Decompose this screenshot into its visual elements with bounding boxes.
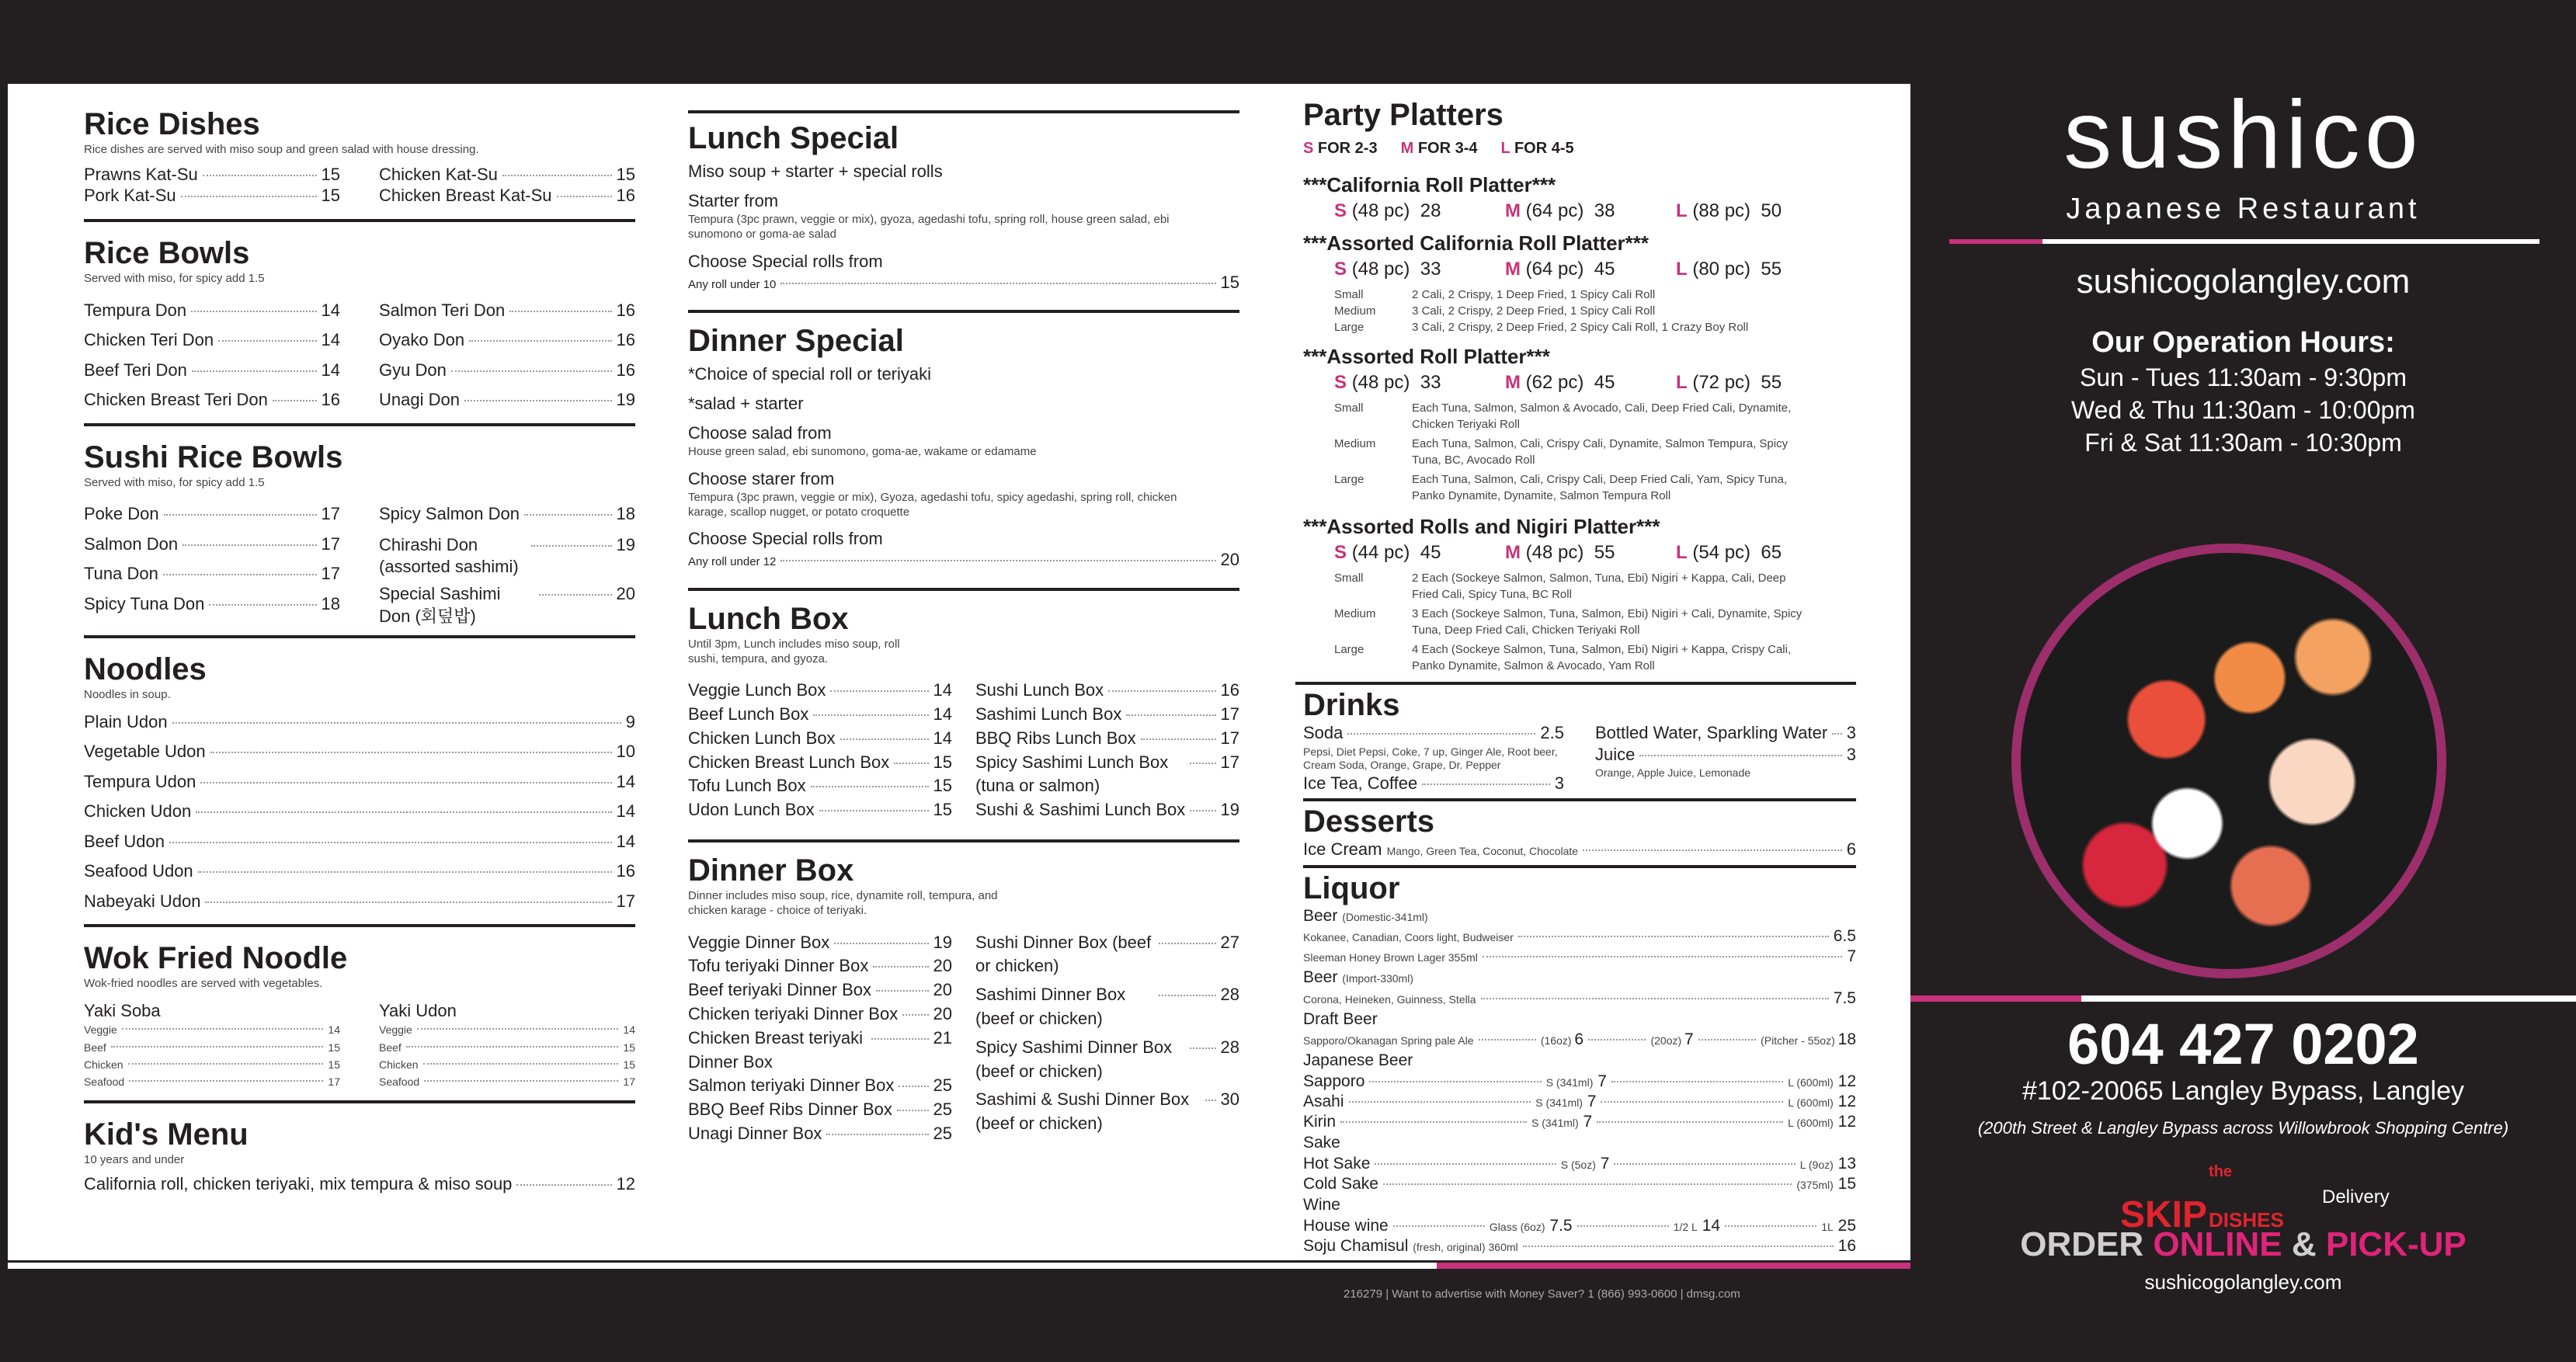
menu-item: Chicken Breast Lunch Box 15: [688, 752, 952, 772]
section-subtitle: *salad + starter: [688, 394, 804, 413]
liquor-subheading: Wine: [1303, 1196, 1340, 1214]
rice-dishes-section: [84, 107, 635, 222]
menu-item: Veggie Lunch Box 14: [688, 680, 952, 700]
menu-item: Salmon teriyaki Dinner Box 25: [688, 1075, 952, 1096]
menu-item: Seafood 17: [84, 1075, 340, 1089]
platter-prices: S (44 pc) 45 M (48 pc) 55 L (54 pc) 65: [1334, 542, 1782, 563]
menu-panel: [8, 84, 1910, 1260]
section-title: Sushi Rice Bowls: [84, 440, 343, 474]
section-title: Wok Fried Noodle: [84, 941, 348, 976]
dinner-box-section: [688, 853, 1239, 1146]
menu-item: Tuna Don 17: [84, 564, 340, 584]
platter-details: Small 2 Cali, 2 Crispy, 1 Deep Fried, 1 Spicy Cali Roll Medium 3 Cali, 2 Crispy, 2 Deep Fried, 1 Spicy Cali Roll Large 3 Cali, 2 Crispy, 2 Deep Fried, 2 Spicy Cali Roll, 1 Crazy Boy Roll: [1334, 288, 1749, 334]
liquor-subheading: Draft Beer: [1303, 1009, 1378, 1028]
section-note: Rice dishes are served with miso soup and green salad with house dressing.: [84, 143, 479, 156]
footer-note: 216279 | Want to advertise with Money Saver? 1 (866) 993-0600 | dmsg.com: [1344, 1287, 1740, 1301]
menu-item: Hot Sake S (5oz) 7 L (9oz) 13: [1303, 1154, 1856, 1173]
menu-item: BBQ Beef Ribs Dinner Box 25: [688, 1100, 952, 1120]
party-platters-section: [1303, 98, 1856, 685]
menu-item: Chicken 15: [379, 1058, 635, 1071]
desserts-section: [1303, 804, 1856, 868]
platter-details: Small Each Tuna, Salmon, Salmon & Avocado, Cali, Deep Fried Cali, Dynamite, Chicken Teriyaki Roll Medium Each Tuna, Salmon, Cali, Crispy Cali, Dynamite, Salmon Tempura, Spicy Tuna, BC, Avocado Roll Large Each Tuna, Salmon, Cali, Crispy Cali, Deep Fried Cali, Yam, Spicy Tuna, Panko Dynamite, Dynamite, Salmon Tempura Roll: [1334, 401, 1792, 502]
menu-item: Gyu Don 16: [379, 360, 635, 380]
section-title: Dinner Box: [688, 853, 854, 888]
skip-the-dishes-logo[interactable]: $SKIP^{the}$ DISHES: [2120, 1163, 2284, 1236]
menu-item: Asahi S (341ml) 7 L (600ml) 12: [1303, 1092, 1857, 1110]
restaurant-subtitle: Japanese Restaurant: [2066, 193, 2421, 225]
menu-item: BBQ Ribs Lunch Box 17: [975, 728, 1239, 748]
platter-prices: S (48 pc) 28 M (64 pc) 38 L (88 pc) 50: [1334, 200, 1782, 221]
drinks-section: [1303, 688, 1856, 801]
liquor-subheading: Japanese Beer: [1303, 1051, 1413, 1070]
menu-item: Tempura Don 14: [84, 300, 340, 320]
menu-item: Chicken Kat-Su 15: [379, 164, 635, 184]
section-note: Dinner includes miso soup, rice, dynamite roll, tempura, and chicken karage - choice of teriyaki.: [688, 889, 998, 917]
menu-item: Any roll under 12 20: [688, 550, 1239, 570]
menu-item: Chicken Lunch Box 14: [688, 728, 952, 748]
option-note: Tempura (3pc prawn, veggie or mix), gyoza, agedashi tofu, spring roll, house green salad, ebi sunomono or goma-ae salad: [688, 213, 1170, 241]
section-title: Liquor: [1303, 870, 1400, 905]
item-note: Orange, Apple Juice, Lemonade: [1595, 766, 1751, 779]
section-note: Noodles in soup.: [84, 688, 171, 702]
section-subtitle: *Choice of special roll or teriyaki: [688, 364, 932, 384]
menu-item: Sapporo S (341ml) 7 L (600ml) 12: [1303, 1072, 1857, 1090]
menu-item: Spicy Tuna Don 18: [84, 593, 340, 613]
platter: ***California Roll Platter*** S (48 pc) 28 M (64 pc) 38 L (88 pc) 50: [1303, 173, 1856, 222]
menu-item: House wine Glass (6oz) 7.5 1/2 L 14 1L 25: [1303, 1216, 1856, 1235]
menu-item: Sapporo/Okanagan Spring pale Ale (16oz) 6 (20oz) 7 (Pitcher - 55oz) 18: [1303, 1030, 1857, 1049]
menu-item: Soju Chamisul (fresh, original) 360ml 16: [1303, 1236, 1856, 1255]
subsection-title: Yaki Udon: [379, 1001, 457, 1021]
lunch-special-section: [688, 121, 1239, 313]
liquor-subheading: Sake: [1303, 1134, 1340, 1152]
menu-item: Sleeman Honey Brown Lager 355ml 7: [1303, 947, 1856, 966]
menu-column-1: [84, 107, 635, 1195]
section-divider: [688, 588, 1239, 591]
menu-item: Beef Teri Don 14: [84, 360, 340, 380]
section-title: Desserts: [1303, 804, 1435, 839]
menu-item: Sashimi Dinner Box (beef or chicken) 28: [975, 985, 1239, 1028]
section-title: Lunch Special: [688, 121, 899, 155]
section-divider: [1303, 798, 1856, 801]
menu-item: Chicken Breast Kat-Su 16: [379, 186, 635, 206]
menu-item: Beef 15: [84, 1041, 340, 1054]
address-note: (200th Street & Langley Bypass across Willowbrook Shopping Centre): [1977, 1118, 2509, 1138]
option-label: Choose starer from: [688, 468, 835, 488]
menu-item: Chicken Breast Teri Don 16: [84, 390, 340, 409]
menu-item: Sushi Dinner Box (beef or chicken) 27: [975, 932, 1239, 976]
menu-item: Veggie Dinner Box 19: [688, 932, 952, 952]
brand-panel: [1910, 0, 2576, 1362]
menu-item: Sashimi Lunch Box 17: [975, 704, 1239, 724]
menu-item: Veggie 14: [379, 1023, 635, 1037]
menu-column-2: [688, 110, 1239, 1146]
menu-item: Chicken teriyaki Dinner Box 20: [688, 1003, 952, 1023]
menu-item: Cold Sake (375ml) 15: [1303, 1174, 1856, 1193]
section-title: Noodles: [84, 652, 207, 687]
menu-item: Tempura Udon 14: [84, 771, 635, 791]
section-divider: [688, 839, 1239, 843]
liquor-subheading: Beer (Domestic-341ml): [1303, 906, 1428, 925]
hours-title: Our Operation Hours:: [2091, 326, 2395, 359]
menu-item: Poke Don 17: [84, 504, 340, 524]
platter: ***Assorted Roll Platter*** S (48 pc) 33 M (62 pc) 45 L (72 pc) 55 Small Each Tuna, Salmon, Salmon & Avocado, Cali, Deep Fried Cali, Dynamite, Chicken Teriyaki Roll Medium Each Tuna, Salmon, Cali, Crispy Cali, Dynamite, Salmon Tempura, Spicy Tuna, BC, Avocado Roll Large Each Tuna, Salmon, Cali, Crispy Cali, Deep Fried Cali, Yam, Spicy Tuna, Panko Dynamite, Dynamite, Salmon Tempura Roll: [1303, 345, 1856, 504]
menu-item: Sushi Lunch Box 16: [975, 680, 1239, 700]
hours-line: Fri & Sat 11:30am - 10:30pm: [2084, 429, 2402, 457]
menu-item: Kirin S (341ml) 7 L (600ml) 12: [1303, 1113, 1856, 1131]
menu-item: Salmon Teri Don 16: [379, 300, 635, 320]
menu-item: Chirashi Don (assorted sashimi) 19: [379, 534, 635, 577]
menu-item: Pork Kat-Su 15: [84, 186, 340, 206]
menu-item: Oyako Don 16: [379, 330, 635, 349]
menu-item: Sushi & Sashimi Lunch Box 19: [975, 800, 1239, 820]
menu-item: Spicy Sashimi Lunch Box (tuna or salmon) 17: [975, 752, 1239, 796]
liquor-section: [1303, 871, 1856, 1257]
phone-divider-line: [2081, 995, 2576, 1002]
menu-item: Spicy Sashimi Dinner Box (beef or chicken) 28: [975, 1037, 1239, 1081]
section-note: Served with miso, for spicy add 1.5: [84, 271, 265, 285]
section-divider: [84, 924, 635, 927]
lunch-box-section: [688, 602, 1239, 843]
platter-details: Small 2 Each (Sockeye Salmon, Salmon, Tuna, Ebi) Nigiri + Kappa, Cali, Deep Fried Cali, Spicy Tuna, BC Roll Medium 3 Each (Sockeye Salmon, Tuna, Salmon, Ebi) Nigiri + Cali, Dynamite, Spicy Tuna, Deep Fried Cali, Chicken Teriyaki Roll Large 4 Each (Sockeye Salmon, Tuna, Salmon, Ebi) Nigiri + Kappa, Crispy Cali, Panko Dynamite, Salmon & Avocado, Yam Roll: [1334, 572, 1803, 672]
menu-item: Bottled Water, Sparkling Water 3: [1595, 723, 1856, 742]
phone-number[interactable]: 604 427 0202: [2067, 1012, 2419, 1076]
menu-item: Seafood 17: [379, 1075, 635, 1089]
option-label: Choose Special rolls from: [688, 251, 883, 271]
menu-item: Chicken 15: [84, 1058, 340, 1071]
menu-item: Seafood Udon 16: [84, 861, 635, 881]
menu-item: Chicken Udon 14: [84, 801, 635, 822]
menu-item: Juice 3: [1595, 744, 1856, 764]
menu-item: Sashimi & Sushi Dinner Box (beef or chicken) 30: [975, 1089, 1239, 1134]
section-title: Drinks: [1303, 688, 1400, 722]
option-note: House green salad, ebi sunomono, goma-ae, wakame or edamame: [688, 445, 1037, 458]
menu-item: Chicken Breast teriyaki Dinner Box 21: [688, 1027, 952, 1072]
menu-item: Unagi Don 19: [379, 390, 635, 409]
section-note: Served with miso, for spicy add 1.5: [84, 475, 265, 489]
menu-item: Plain Udon 9: [84, 711, 635, 731]
section-note: 10 years and under: [84, 1152, 185, 1166]
hours-line: Wed & Thu 11:30am - 10:00pm: [2071, 396, 2415, 424]
option-label: Starter from: [688, 191, 779, 210]
menu-column-3: [1303, 98, 1856, 1256]
menu-item: Nabeyaki Udon 17: [84, 891, 635, 911]
menu-item: Beef teriyaki Dinner Box 20: [688, 980, 952, 1000]
menu-item: Ice Tea, Coffee 3: [1303, 773, 1564, 793]
sushi-rice-bowls-section: [84, 440, 635, 639]
option-label: Choose Special rolls from: [688, 529, 883, 549]
item-note: Pepsi, Diet Pepsi, Coke, 7 up, Ginger Ale, Root beer, Cream Soda, Orange, Grape, Dr. Pepper: [1303, 745, 1558, 771]
platter-prices: S (48 pc) 33 M (64 pc) 45 L (80 pc) 55: [1334, 259, 1782, 280]
menu-item: Ice Cream Mango, Green Tea, Coconut, Chocolate 6: [1303, 839, 1856, 859]
section-note: Until 3pm, Lunch includes miso soup, roll sushi, tempura, and gyoza.: [688, 637, 900, 665]
liquor-subheading: Beer (Import-330ml): [1303, 968, 1413, 987]
wok-fried-noodle-section: [84, 941, 635, 1103]
menu-item: Spicy Salmon Don 18: [379, 504, 635, 524]
bottom-divider-line: [8, 1263, 1437, 1269]
menu-item: Tofu teriyaki Dinner Box 20: [688, 956, 952, 976]
menu-item: Chicken Teri Don 14: [84, 330, 340, 349]
section-divider: [84, 635, 635, 638]
phone-accent-line: [1910, 995, 2081, 1002]
menu-item: Beef 15: [379, 1041, 635, 1054]
menu-item: Corona, Heineken, Guinness, Stella 7.5: [1303, 988, 1856, 1007]
menu-item: Prawns Kat-Su 15: [84, 164, 340, 184]
delivery-label: Delivery: [2322, 1187, 2390, 1207]
website-link[interactable]: sushicogolangley.com: [2076, 262, 2411, 301]
restaurant-logo: sushico: [2063, 82, 2423, 189]
menu-item: Any roll under 10 15: [688, 272, 1239, 292]
platter: ***Assorted California Roll Platter*** S (48 pc) 33 M (64 pc) 45 L (80 pc) 55 Small 2 Cali, 2 Crispy, 1 Deep Fried, 1 Spicy Cali Roll Medium 3 Cali, 2 Crispy, 2 Deep Fried, 1 Spicy Cali Roll Large 3 Cali, 2 Crispy, 2 Deep Fried, 2 Spicy Cali Roll, 1 Crazy Boy Roll: [1303, 231, 1856, 335]
menu-item: Veggie 14: [84, 1023, 340, 1037]
sushi-photo: [2011, 544, 2446, 978]
section-title: Party Platters: [1303, 98, 1504, 132]
menu-item: Vegetable Udon 10: [84, 742, 635, 762]
section-divider: [688, 310, 1239, 313]
kids-menu-section: [84, 1117, 635, 1195]
menu-item: Kokanee, Canadian, Coors light, Budweiser 6.5: [1303, 926, 1856, 945]
rice-bowls-section: [84, 236, 635, 426]
logo-accent-line: [1949, 239, 2042, 244]
section-divider: [84, 423, 635, 426]
hours-line: Sun - Tues 11:30am - 9:30pm: [2080, 363, 2407, 391]
menu-item: California roll, chicken teriyaki, mix tempura & miso soup 12: [84, 1174, 635, 1194]
section-title: Lunch Box: [688, 601, 849, 636]
menu-item: Soda 2.5: [1303, 723, 1564, 742]
section-title: Kid's Menu: [84, 1117, 249, 1152]
platter-prices: S (48 pc) 33 M (62 pc) 45 L (72 pc) 55: [1334, 372, 1782, 393]
order-online-banner[interactable]: ORDER ONLINE & PICK-UP: [2020, 1225, 2466, 1263]
section-title: Dinner Special: [688, 324, 904, 358]
noodles-section: [84, 652, 635, 927]
menu-item: Special Sashimi Don (회덮밥) 20: [379, 583, 635, 626]
menu-item: Beef Lunch Box 14: [688, 704, 952, 724]
section-divider: [84, 219, 635, 222]
option-label: Choose salad from: [688, 423, 832, 443]
subsection-title: Yaki Soba: [84, 1001, 161, 1021]
logo-divider-line: [2042, 239, 2539, 244]
section-note: Wok-fried noodles are served with vegetables.: [84, 977, 323, 991]
size-legend: S FOR 2-3 M FOR 3-4 L FOR 4-5: [1303, 140, 1574, 157]
section-title: Rice Dishes: [84, 107, 260, 141]
menu-item: Tofu Lunch Box 15: [688, 776, 952, 796]
platter: ***Assorted Rolls and Nigiri Platter*** S (44 pc) 45 M (48 pc) 55 L (54 pc) 65 Small 2 Each (Sockeye Salmon, Salmon, Tuna, Ebi) Nigiri + Kappa, Cali, Deep Fried Cali, Spicy Tuna, BC Roll Medium 3 Each (Sockeye Salmon, Tuna, Salmon, Ebi) Nigiri + Cali, Dynamite, Spicy Tuna, Deep Fried Cali, Chicken Teriyaki Roll Large 4 Each (Sockeye Salmon, Tuna, Salmon, Ebi) Nigiri + Kappa, Crispy Cali, Panko Dynamite, Salmon & Avocado, Yam Roll: [1303, 515, 1856, 674]
option-note: Tempura (3pc prawn, veggie or mix), Gyoza, agedashi tofu, spicy agedashi, spring roll, chicken karage, scallop nugget, or potato croquette: [688, 490, 1177, 519]
bottom-accent-line: [1437, 1263, 1910, 1269]
section-subtitle: Miso soup + starter + special rolls: [688, 162, 943, 181]
section-divider: [1295, 682, 1856, 685]
website-link-bottom[interactable]: sushicogolangley.com: [2144, 1270, 2342, 1294]
section-divider: [84, 1100, 635, 1103]
menu-item: Salmon Don 17: [84, 533, 340, 554]
address: #102-20065 Langley Bypass, Langley: [2022, 1076, 2464, 1106]
menu-item: Udon Lunch Box 15: [688, 800, 952, 820]
menu-item: Unagi Dinner Box 25: [688, 1123, 952, 1143]
menu-item: Beef Udon 14: [84, 831, 635, 851]
section-title: Rice Bowls: [84, 235, 250, 270]
section-divider: [688, 110, 1239, 113]
section-divider: [1303, 865, 1856, 868]
dinner-special-section: [688, 324, 1239, 591]
